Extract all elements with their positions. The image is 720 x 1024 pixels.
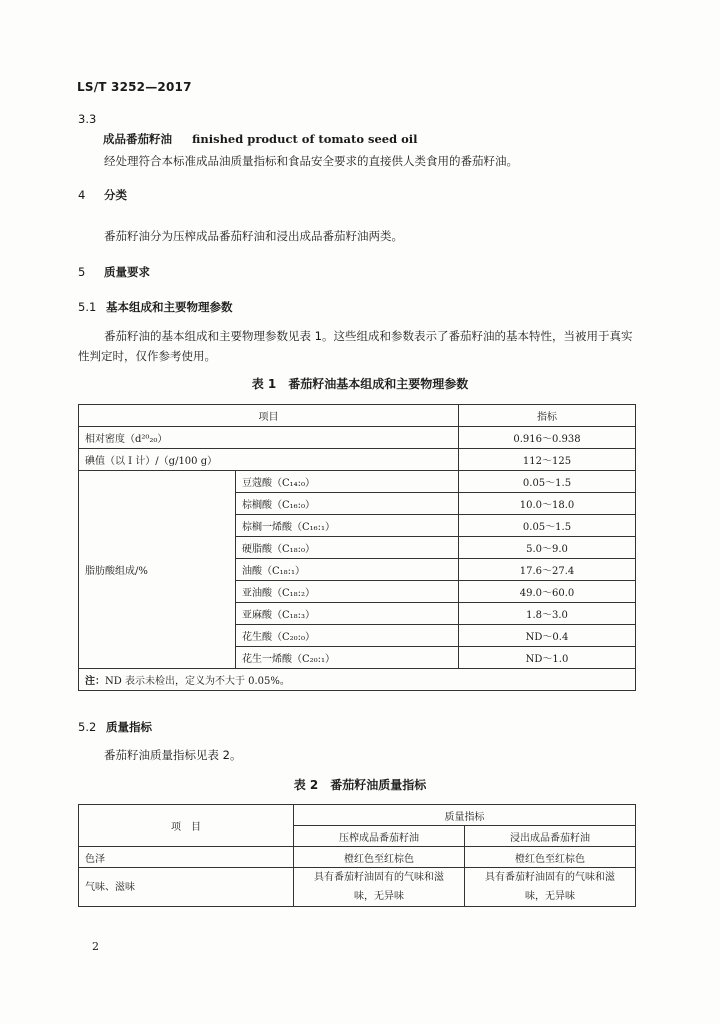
table-row xyxy=(79,868,636,907)
section-5-1-text: 番茄籽油的基本组成和主要物理参数见表 1。这些组成和参数表示了番茄籽油的基本特性，当被用于真实性判定时，仅作参考使用。 xyxy=(78,329,633,363)
header-value: 指标 xyxy=(459,405,636,427)
fatty-acid-name: 油酸（C₁₈:₁） xyxy=(236,559,459,581)
table-row xyxy=(79,449,636,471)
header-item: 项目 xyxy=(79,405,459,427)
section-number: 4 xyxy=(78,188,86,202)
section-5-2-text: 番茄籽油质量指标见表 2。 xyxy=(104,748,242,762)
fatty-acid-value: 5.0～9.0 xyxy=(459,537,636,559)
table-1 xyxy=(78,404,636,691)
fatty-acid-value: 49.0～60.0 xyxy=(459,581,636,603)
table-row xyxy=(79,669,636,691)
section-title: 分类 xyxy=(104,188,127,202)
density-label: 相对密度（d²⁰₂₀） xyxy=(79,427,459,449)
section-heading-5 xyxy=(78,264,150,280)
row-item: 气味、滋味 xyxy=(79,868,294,907)
fatty-acid-name: 亚油酸（C₁₈:₂） xyxy=(236,581,459,603)
table-row xyxy=(79,471,636,493)
fatty-acid-name: 花生酸（C₂₀:₀） xyxy=(236,625,459,647)
fatty-acid-value: 17.6～27.4 xyxy=(459,559,636,581)
header-quality: 质量指标 xyxy=(294,805,636,826)
term-en: finished product of tomato seed oil xyxy=(192,132,418,146)
section-title: 质量要求 xyxy=(104,265,150,279)
section-heading-4 xyxy=(78,187,127,203)
section-number: 5.2 xyxy=(78,720,97,734)
fatty-acid-value: ND～0.4 xyxy=(459,625,636,647)
table-row xyxy=(79,805,636,826)
fatty-acid-name: 亚麻酸（C₁₈:₃） xyxy=(236,603,459,625)
section-heading-5-1 xyxy=(78,299,233,315)
fatty-acid-name: 花生一烯酸（C₂₀:₁） xyxy=(236,647,459,669)
row-extracted: 橙红色至红棕色 xyxy=(465,847,636,868)
table-row xyxy=(79,847,636,868)
term-definition: 经处理符合本标准成品油质量指标和食品安全要求的直接供人类食用的番茄籽油。 xyxy=(104,154,518,168)
section-4-text: 番茄籽油分为压榨成品番茄籽油和浸出成品番茄籽油两类。 xyxy=(104,229,403,243)
page-number: 2 xyxy=(92,940,99,953)
section-number: 5.1 xyxy=(78,300,97,314)
fatty-acid-name: 棕榈酸（C₁₆:₀） xyxy=(236,493,459,515)
clause-number: 3.3 xyxy=(78,112,97,126)
document-code: LS/T 3252—2017 xyxy=(77,80,192,94)
term-zh: 成品番茄籽油 xyxy=(103,132,172,146)
note-label: 注： xyxy=(85,676,105,687)
table-1-caption: 表 1 番茄籽油基本组成和主要物理参数 xyxy=(251,377,469,391)
table-row xyxy=(79,427,636,449)
fatty-acid-value: ND～1.0 xyxy=(459,647,636,669)
row-item: 色泽 xyxy=(79,847,294,868)
iodine-value: 112～125 xyxy=(459,449,636,471)
fatty-acid-name: 豆蔻酸（C₁₄:₀） xyxy=(236,471,459,493)
note-text: ND 表示未检出，定义为不大于 0.05%。 xyxy=(105,676,290,687)
section-number: 5 xyxy=(78,265,86,279)
iodine-label: 碘值（以 I 计）/（g/100 g） xyxy=(79,449,459,471)
section-title: 基本组成和主要物理参数 xyxy=(106,300,233,314)
row-pressed: 橙红色至红棕色 xyxy=(294,847,465,868)
table-2 xyxy=(78,804,636,907)
table-note xyxy=(79,669,636,691)
table-2-caption: 表 2 番茄籽油质量指标 xyxy=(293,778,427,792)
term-line xyxy=(103,131,418,147)
fatty-acid-group-label: 脂肪酸组成/% xyxy=(79,471,236,669)
fatty-acid-name: 棕榈一烯酸（C₁₆:₁） xyxy=(236,515,459,537)
density-value: 0.916～0.938 xyxy=(459,427,636,449)
table-row xyxy=(79,405,636,427)
header-extracted: 浸出成品番茄籽油 xyxy=(465,826,636,847)
header-item: 项 目 xyxy=(79,805,294,847)
section-heading-5-2 xyxy=(78,719,152,735)
row-pressed: 具有番茄籽油固有的气味和滋味，无异味 xyxy=(294,868,465,907)
fatty-acid-value: 1.8～3.0 xyxy=(459,603,636,625)
fatty-acid-value: 0.05～1.5 xyxy=(459,471,636,493)
header-pressed: 压榨成品番茄籽油 xyxy=(294,826,465,847)
fatty-acid-value: 0.05～1.5 xyxy=(459,515,636,537)
fatty-acid-name: 硬脂酸（C₁₈:₀） xyxy=(236,537,459,559)
fatty-acid-value: 10.0～18.0 xyxy=(459,493,636,515)
section-title: 质量指标 xyxy=(106,720,152,734)
row-extracted: 具有番茄籽油固有的气味和滋味，无异味 xyxy=(465,868,636,907)
